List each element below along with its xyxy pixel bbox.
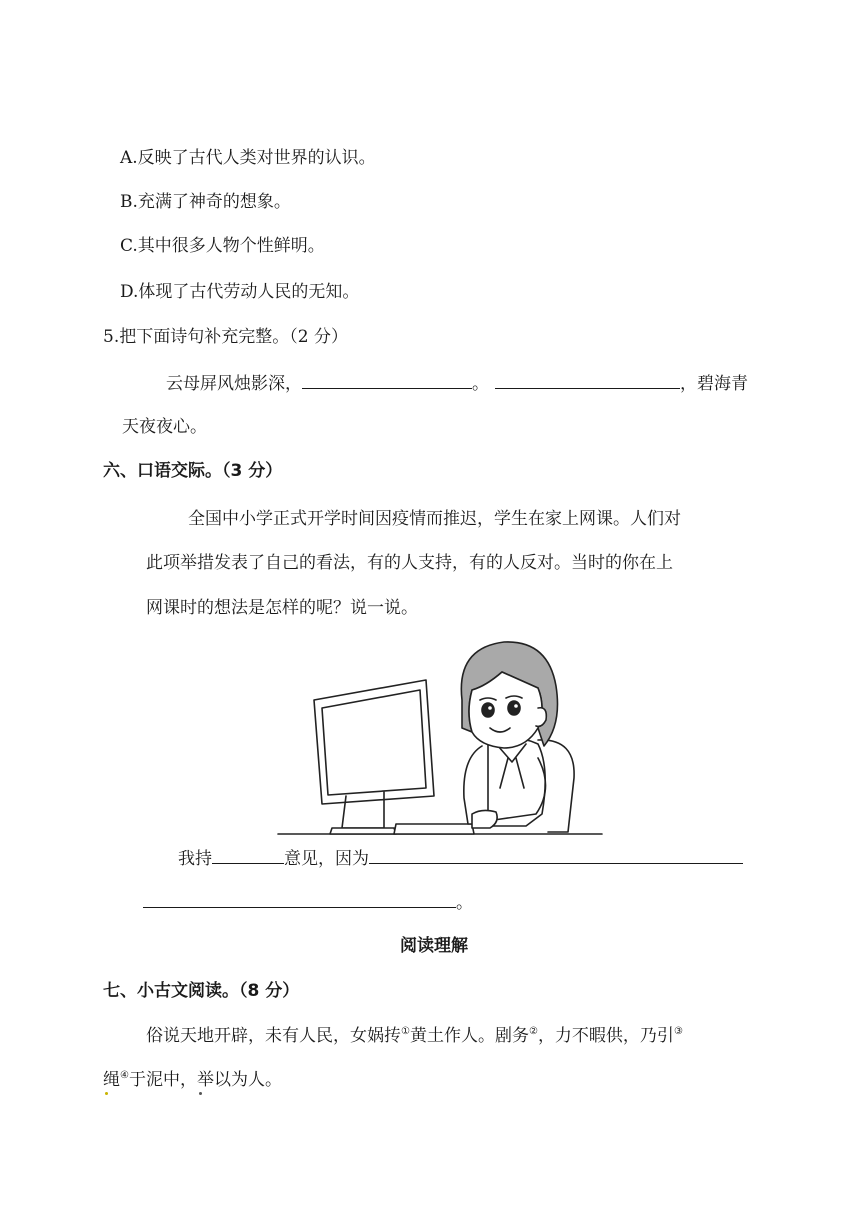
poem-line-1 [166,370,748,396]
text-segment: ，力不暇供，乃引 [537,1026,674,1046]
answer-line-2 [143,889,473,915]
footnote-marker-1: ① [401,1026,410,1037]
answer-mid: 意见，因为 [284,849,369,869]
section6-paragraph-line-1: 全国中小学正式开学时间因疫情而推迟，学生在家上网课。人们对 [188,509,681,529]
poem-blank-2[interactable] [495,370,680,389]
section7-heading: 七、小古文阅读。（8 分） [103,981,300,1001]
option-a: A.反映了古代人类对世界的认识。 [120,148,376,168]
classical-text-line-1 [146,1024,683,1048]
option-b: B.充满了神奇的想象。 [120,192,291,212]
emphasized-character: 绳 [103,1070,120,1090]
answer-start: 我持 [178,849,212,869]
girl-at-computer-illustration [276,628,606,840]
option-d: D.体现了古代劳动人民的无知。 [120,282,360,302]
poem-blank-1[interactable] [302,370,472,389]
opinion-blank[interactable] [212,845,284,864]
footnote-marker-3: ③ [673,1026,683,1037]
section6-paragraph-line-2: 此项举措发表了自己的看法，有的人支持，有的人反对。当时的你在上 [146,553,673,573]
poem-line1-end: ，碧海青 [680,374,748,394]
footnote-marker-4: ④ [120,1070,129,1081]
answer-end: 。 [456,893,473,913]
reason-blank-1[interactable] [369,845,743,864]
text-segment: 俗说天地开辟，未有人民，女娲抟 [146,1026,401,1046]
section6-heading: 六、口语交际。（3 分） [103,461,283,481]
reading-section-title: 阅读理解 [400,936,468,956]
text-segment: 黄土作人。剧务 [409,1026,529,1046]
answer-line-1 [178,845,743,871]
text-segment: 于泥中， [128,1070,197,1090]
section6-paragraph-line-3: 网课时的想法是怎样的呢？说一说。 [146,598,418,618]
reason-blank-2[interactable] [143,889,456,908]
poem-line1-mid: 。 [472,374,489,394]
question5-prompt: 5.把下面诗句补充完整。（2 分） [103,327,348,347]
keyboard [394,824,474,834]
text-segment: 以为人。 [213,1070,282,1090]
footnote-marker-2: ② [528,1026,538,1037]
emphasized-character: 举 [196,1070,214,1090]
monitor [314,680,434,834]
classical-text-line-2 [103,1068,282,1092]
option-c: C.其中很多人物个性鲜明。 [120,236,325,256]
poem-line-2: 天夜夜心。 [122,417,207,437]
poem-line1-start: 云母屏风烛影深， [166,374,302,394]
